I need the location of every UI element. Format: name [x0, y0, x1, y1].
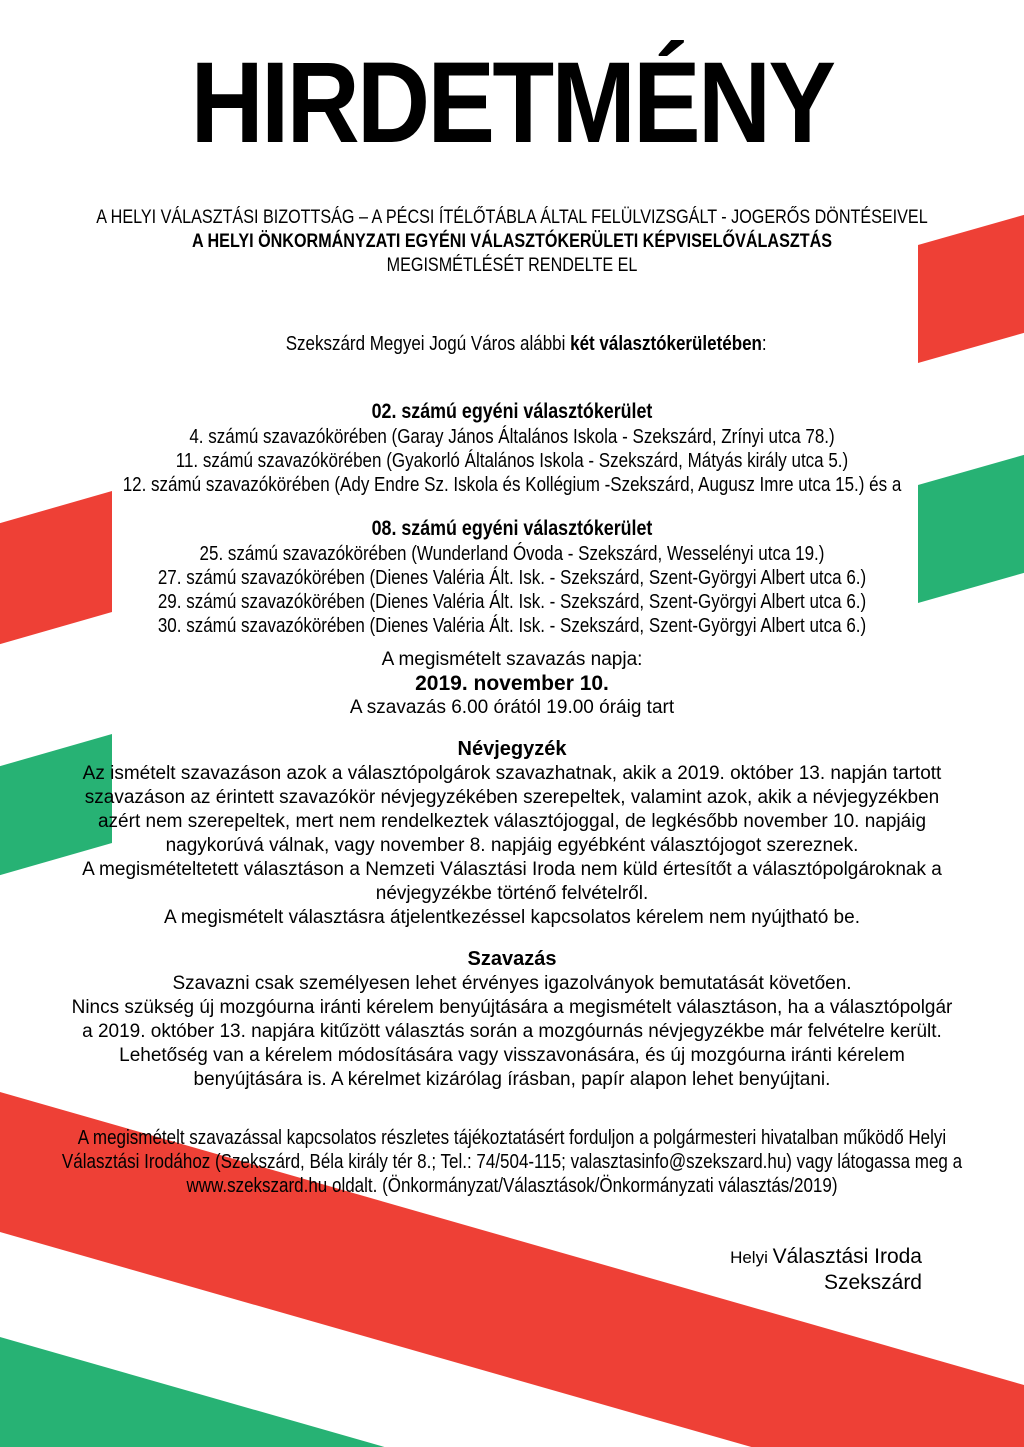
- district-08: [45, 515, 980, 638]
- signature-office-prefix: Helyi: [730, 1247, 773, 1267]
- district-02-line: 11. számú szavazókörében (Gyakorló Általános Iskola - Szekszárd, Mátyás király utca 5.): [175, 449, 849, 472]
- intro-bold: két választókerületében: [570, 332, 762, 355]
- contact-info: A megismételt szavazással kapcsolatos részletes tájékoztatásért forduljon a polgármesteri hivatalban működő Helyi Választási Irodához (Szekszárd, Béla király tér 8.; Tel.: 74/504-115; valasztasinfo@szekszard.hu) vagy látogassa meg a www.szekszard.hu oldalt. (Önkormányzat/Választások/Önkormányzati választás/2019): [61, 1126, 963, 1197]
- vote-day-date: 2019. november 10.: [415, 671, 609, 695]
- district-02-heading: 02. számú egyéni választókerület: [371, 399, 653, 423]
- district-02-line: 12. számú szavazókörében (Ady Endre Sz. Iskola és Kollégium -Szekszárd, Augusz Imre utca 15.) és a: [122, 473, 902, 496]
- district-08-line: 27. számú szavazókörében (Dienes Valéria Ált. Isk. - Szekszárd, Szent-Györgyi Albert utca 6.): [157, 566, 867, 589]
- intro-prefix: Szekszárd Megyei Jogú Város alábbi: [285, 332, 571, 355]
- section-nevjegyzek-paragraph: A megismételt választásra átjelentkezéssel kapcsolatos kérelem nem nyújtható be.: [164, 906, 860, 928]
- header-line-2: A HELYI ÖNKORMÁNYZATI EGYÉNI VÁLASZTÓKERÜLETI KÉPVISELŐVÁLASZTÁS: [191, 230, 833, 252]
- section-nevjegyzek: [60, 736, 964, 930]
- section-nevjegyzek-paragraph: A megismételtetett választáson a Nemzeti Választási Iroda nem küld értesítőt a választópolgároknak a névjegyzékbe történő felvételről.: [82, 858, 942, 904]
- district-08-heading: 08. számú egyéni választókerület: [371, 516, 653, 540]
- section-szavazas-heading: Szavazás: [467, 947, 557, 970]
- signature-office-name: Választási Iroda: [772, 1244, 922, 1268]
- section-szavazas-paragraph: Szavazni csak személyesen lehet érvényes igazolványok bemutatását követően.: [172, 972, 852, 994]
- intro-line: [45, 308, 980, 380]
- vote-day-label: A megismételt szavazás napja:: [381, 648, 643, 670]
- page-title: HIRDETMÉNY: [190, 39, 834, 167]
- intro-suffix: :: [761, 332, 767, 355]
- vote-day-block: [60, 648, 964, 720]
- district-08-line: 29. számú szavazókörében (Dienes Valéria Ált. Isk. - Szekszárd, Szent-Györgyi Albert utca 6.): [157, 590, 867, 613]
- section-szavazas: [60, 946, 964, 1092]
- district-02-line: 4. számú szavazókörében (Garay János Általános Iskola - Szekszárd, Zrínyi utca 78.): [189, 425, 835, 448]
- header-line-1: A HELYI VÁLASZTÁSI BIZOTTSÁG – A PÉCSI ÍTÉLŐTÁBLA ÁLTAL FELÜLVIZSGÁLT - JOGERŐS DÖNTÉSEIVEL: [96, 206, 928, 228]
- signature-city: Szekszárd: [823, 1270, 922, 1294]
- vote-day-hours: A szavazás 6.00 órától 19.00 óráig tart: [349, 696, 675, 718]
- district-08-line: 25. számú szavazókörében (Wunderland Óvoda - Szekszárd, Wesselényi utca 19.): [199, 542, 825, 565]
- district-02: [45, 398, 980, 497]
- document-content: [60, 39, 964, 1295]
- section-nevjegyzek-heading: Névjegyzék: [457, 737, 567, 760]
- signature-office: [60, 1244, 922, 1270]
- section-nevjegyzek-paragraph: Az ismételt szavazáson azok a választópolgárok szavazhatnak, akik a 2019. október 13. napján tartott szavazáson az érintett szavazókör névjegyzékében szerepeltek, valamint azok, akik a névjegyzékben azért nem szerepeltek, mert nem rendelkeztek választójoggal, de legkésőbb november 10. napjáig nagykorúvá válnak, vagy november 8. napjáig egyébként választójogot szereznek.: [82, 762, 942, 856]
- header-line-3: MEGISMÉTLÉSÉT RENDELTE EL: [386, 254, 638, 276]
- district-08-line: 30. számú szavazókörében (Dienes Valéria Ált. Isk. - Szekszárd, Szent-Györgyi Albert utca 6.): [157, 614, 867, 637]
- section-szavazas-paragraph: Nincs szükség új mozgóurna iránti kérelem benyújtására a megismételt választáson, ha a választópolgár a 2019. október 13. napjára kitűzött választás során a mozgóurnás névjegyzékbe már felvételre került. Lehetőség van a kérelem módosítására vagy visszavonására, és új mozgóurna iránti kérelem benyújtására is. A kérelmet kizárólag írásban, papír alapon lehet benyújtani.: [71, 996, 953, 1090]
- decision-header: [45, 206, 980, 278]
- signature-block: [60, 1244, 964, 1295]
